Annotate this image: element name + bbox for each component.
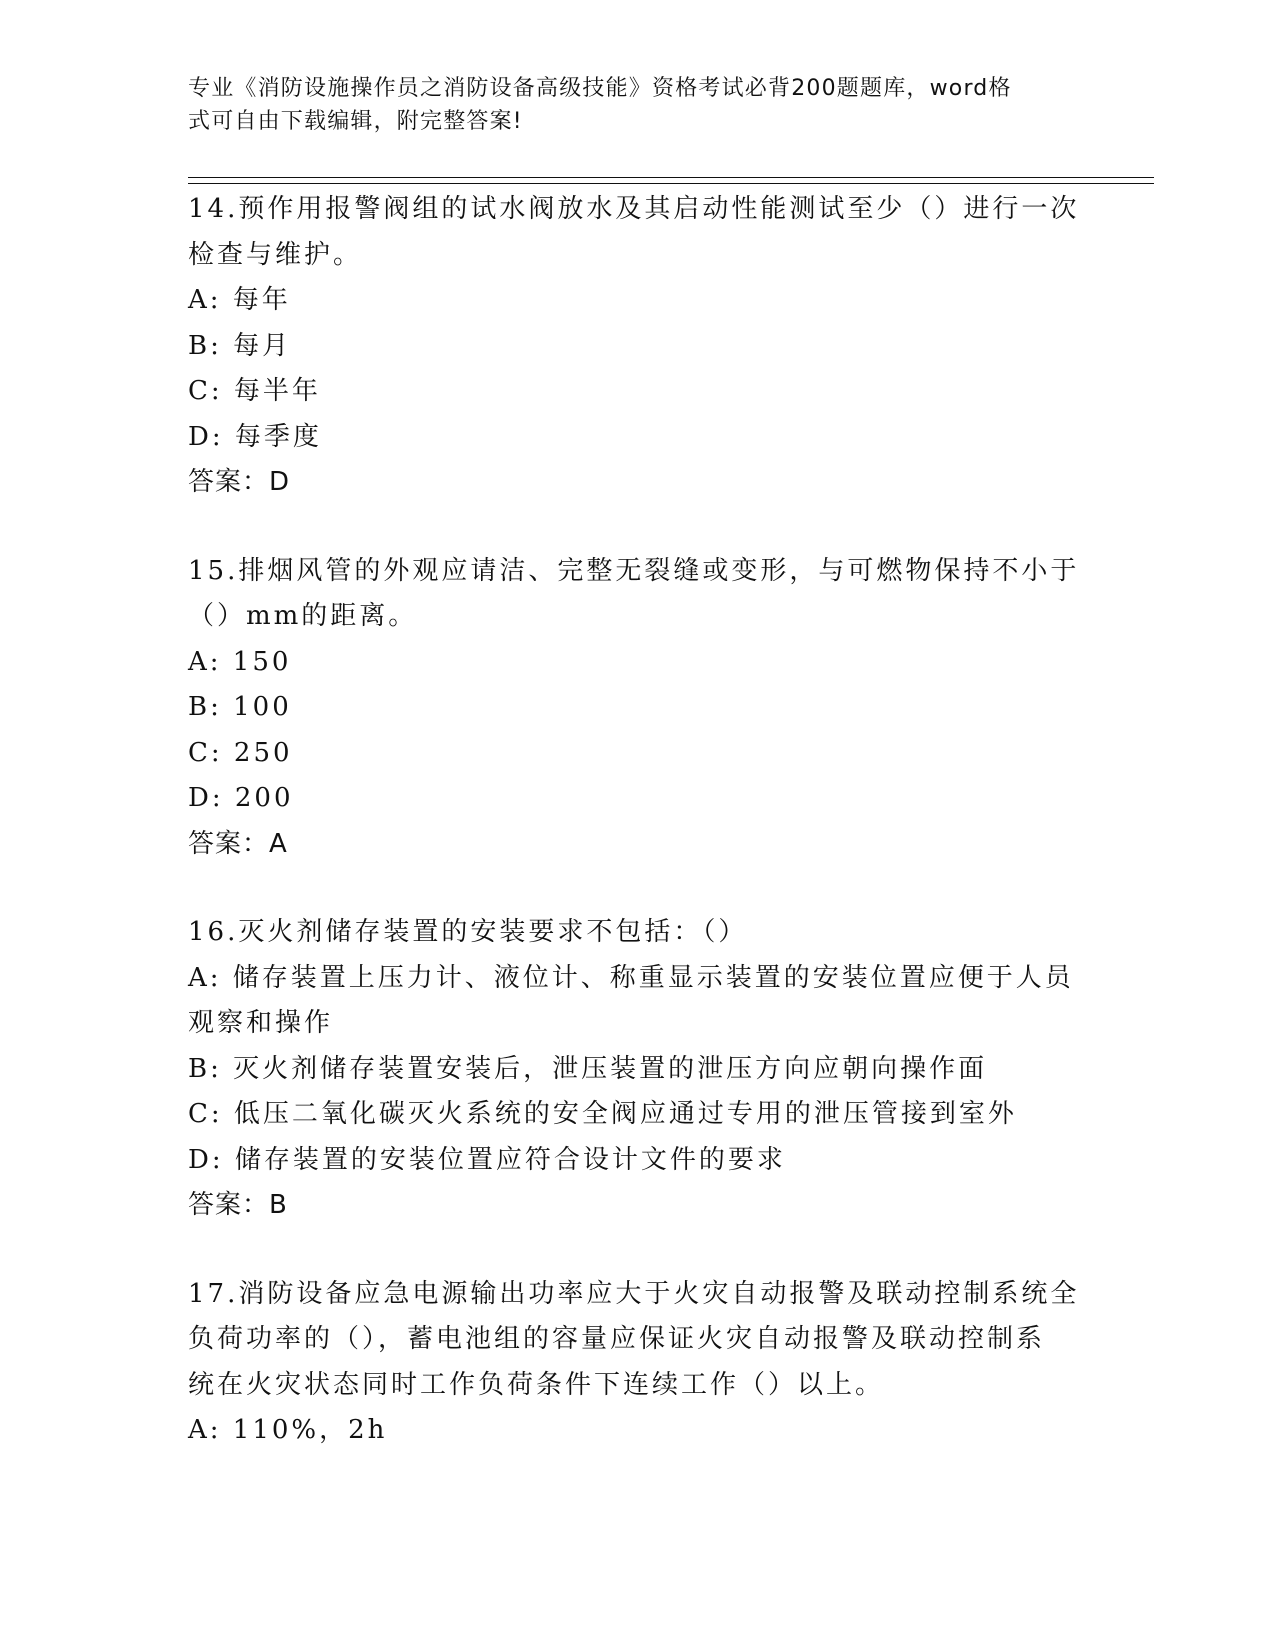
option-c: C: 低压二氧化碳灭火系统的安全阀应通过专用的泄压管接到室外	[188, 1099, 1017, 1129]
option-d: D: 每季度	[188, 421, 322, 452]
option-d: D: 200	[188, 783, 294, 813]
option-b: B: 每月	[188, 330, 292, 361]
option-a: A: 每年	[188, 285, 291, 315]
header-rule-bottom	[188, 183, 1154, 184]
question-15	[188, 549, 1088, 868]
option-a: A: 150	[188, 646, 292, 677]
option-c: C: 250	[188, 737, 293, 768]
question-16	[188, 910, 1088, 1229]
question-text-line: 15.排烟风管的外观应请洁、完整无裂缝或变形，与可燃物保持不小于	[188, 555, 1080, 586]
question-text-line: 16.灭火剂储存装置的安装要求不包括：（）	[188, 917, 748, 947]
option-a: A: 110%，2h	[188, 1415, 388, 1445]
option-b: B: 灭火剂储存装置安装后，泄压装置的泄压方向应朝向操作面	[188, 1053, 988, 1084]
answer: 答案：A	[188, 828, 288, 859]
question-text-line: 17.消防设备应急电源输出功率应大于火灾自动报警及联动控制系统全	[188, 1278, 1080, 1309]
question-text	[188, 187, 1088, 278]
option-c: C: 每半年	[188, 376, 321, 406]
question-list	[188, 187, 1088, 1497]
question-text-line: （）mm的距离。	[188, 601, 418, 631]
document-header	[188, 72, 1068, 138]
answer: 答案：B	[188, 1190, 288, 1220]
answer: 答案：D	[188, 467, 291, 497]
question-text	[188, 910, 1088, 956]
header-line-2: 式可自由下载编辑，附完整答案!	[188, 109, 523, 134]
option-b: B: 100	[188, 692, 292, 722]
question-text	[188, 549, 1088, 640]
header-line-1: 专业《消防设施操作员之消防设备高级技能》资格考试必背200题题库，word格	[188, 76, 1012, 101]
option-d: D: 储存装置的安装位置应符合设计文件的要求	[188, 1144, 786, 1175]
question-text-line: 统在火灾状态同时工作负荷条件下连续工作（）以上。	[188, 1369, 885, 1400]
option-a-line: 观察和操作	[188, 1008, 334, 1038]
header-rule-top	[188, 177, 1154, 178]
option-a	[188, 956, 1088, 1047]
question-text-line: 负荷功率的（），蓄电池组的容量应保证火灾自动报警及联动控制系	[188, 1324, 1046, 1354]
question-text-line: 14.预作用报警阀组的试水阀放水及其启动性能测试至少（）进行一次	[188, 194, 1080, 224]
question-text	[188, 1272, 1088, 1409]
question-14	[188, 187, 1088, 506]
question-17	[188, 1272, 1088, 1454]
question-text-line: 检查与维护。	[188, 239, 363, 270]
option-a-line: A: 储存装置上压力计、液位计、称重显示装置的安装位置应便于人员	[188, 962, 1074, 993]
